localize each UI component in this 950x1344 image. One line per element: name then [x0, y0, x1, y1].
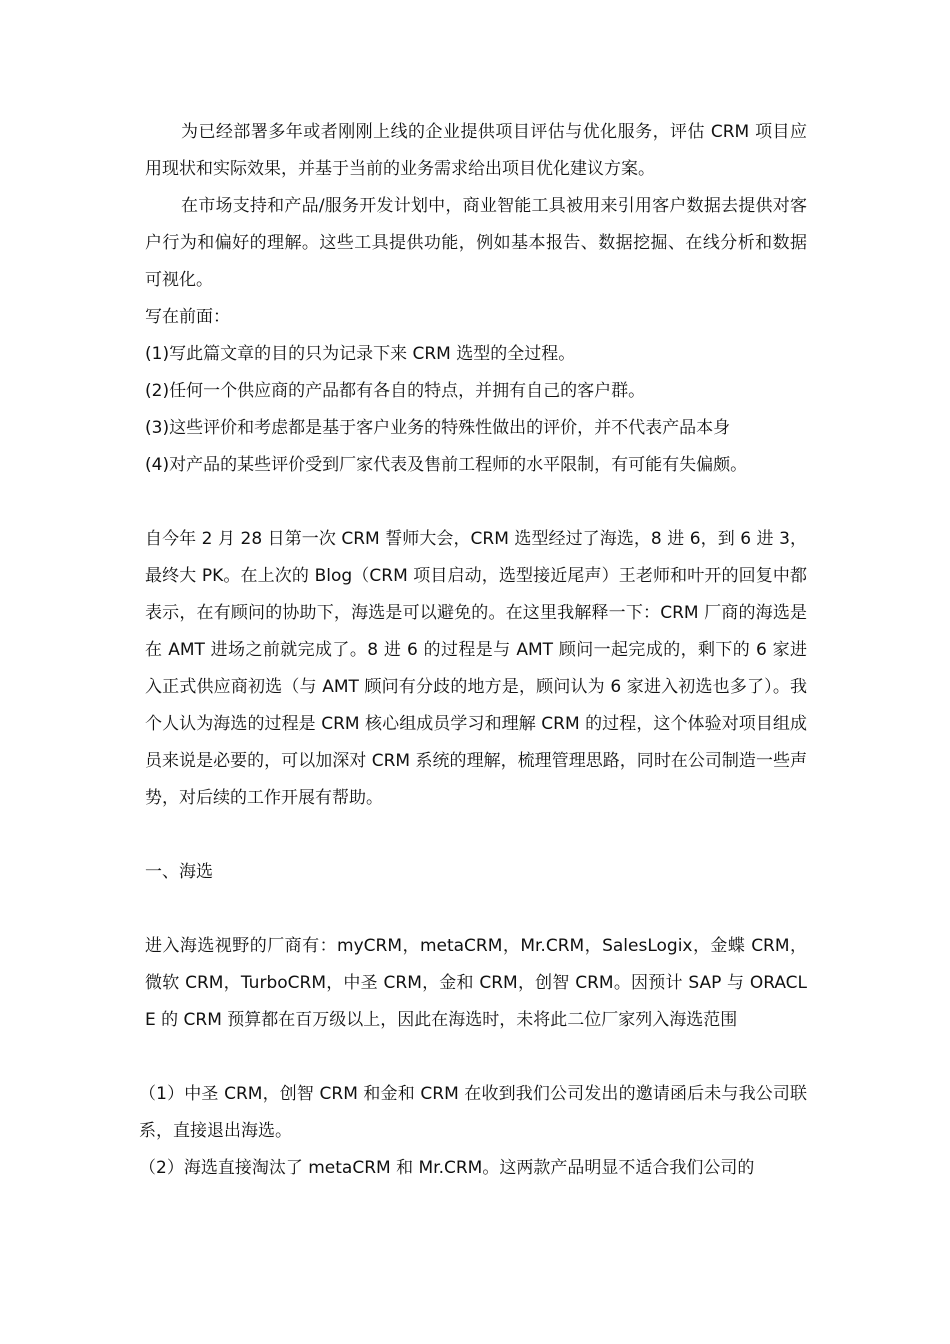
section-paragraph: 进入海选视野的厂商有：myCRM，metaCRM，Mr.CRM，SalesLogix，金蝶 CRM，微软 CRM，TurboCRM，中圣 CRM，金和 CRM，创智 CRM。因预计 SAP 与 ORACLE 的 CRM 预算都在百万级以上，因此在海选时，未将此二位厂家列入海选范围 — [145, 936, 807, 1030]
section-item-2: （2）海选直接淘汰了 metaCRM 和 Mr.CRM。这两款产品明显不适合我们公司的 — [139, 1158, 755, 1178]
preface-item-2: (2)任何一个供应商的产品都有各自的特点，并拥有自己的客户群。 — [145, 381, 646, 401]
section-heading: 一、海选 — [145, 862, 213, 882]
intro-paragraph-2: 在市场支持和产品/服务开发计划中，商业智能工具被用来引用客户数据去提供对客户行为和偏好的理解。这些工具提供功能，例如基本报告、数据挖掘、在线分析和数据可视化。 — [145, 196, 807, 290]
section-item-1: （1）中圣 CRM，创智 CRM 和金和 CRM 在收到我们公司发出的邀请函后未与我公司联系，直接退出海选。 — [139, 1084, 807, 1141]
preface-item-3: (3)这些评价和考虑都是基于客户业务的特殊性做出的评价，并不代表产品本身 — [145, 418, 731, 438]
intro-paragraph-1: 为已经部署多年或者刚刚上线的企业提供项目评估与优化服务，评估 CRM 项目应用现状和实际效果，并基于当前的业务需求给出项目优化建议方案。 — [145, 122, 807, 179]
preface-item-4: (4)对产品的某些评价受到厂家代表及售前工程师的水平限制，有可能有失偏颇。 — [145, 455, 748, 475]
document-body — [139, 114, 807, 1187]
body-paragraph: 自今年 2 月 28 日第一次 CRM 誓师大会，CRM 选型经过了海选，8 进 6，到 6 进 3，最终大 PK。在上次的 Blog（CRM 项目启动，选型接近尾声）王老师和叶开的回复中都表示，在有顾问的协助下，海选是可以避免的。在这里我解释一下：CRM 厂商的海选是在 AMT 进场之前就完成了。8 进 6 的过程是与 AMT 顾问一起完成的，剩下的 6 家进入正式供应商初选（与 AMT 顾问有分歧的地方是，顾问认为 6 家进入初选也多了）。我个人认为海选的过程是 CRM 核心组成员学习和理解 CRM 的过程，这个体验对项目组成员来说是必要的，可以加深对 CRM 系统的理解，梳理管理思路，同时在公司制造一些声势，对后续的工作开展有帮助。 — [145, 529, 807, 808]
preface-heading: 写在前面： — [145, 307, 230, 327]
preface-item-1: (1)写此篇文章的目的只为记录下来 CRM 选型的全过程。 — [145, 344, 576, 364]
